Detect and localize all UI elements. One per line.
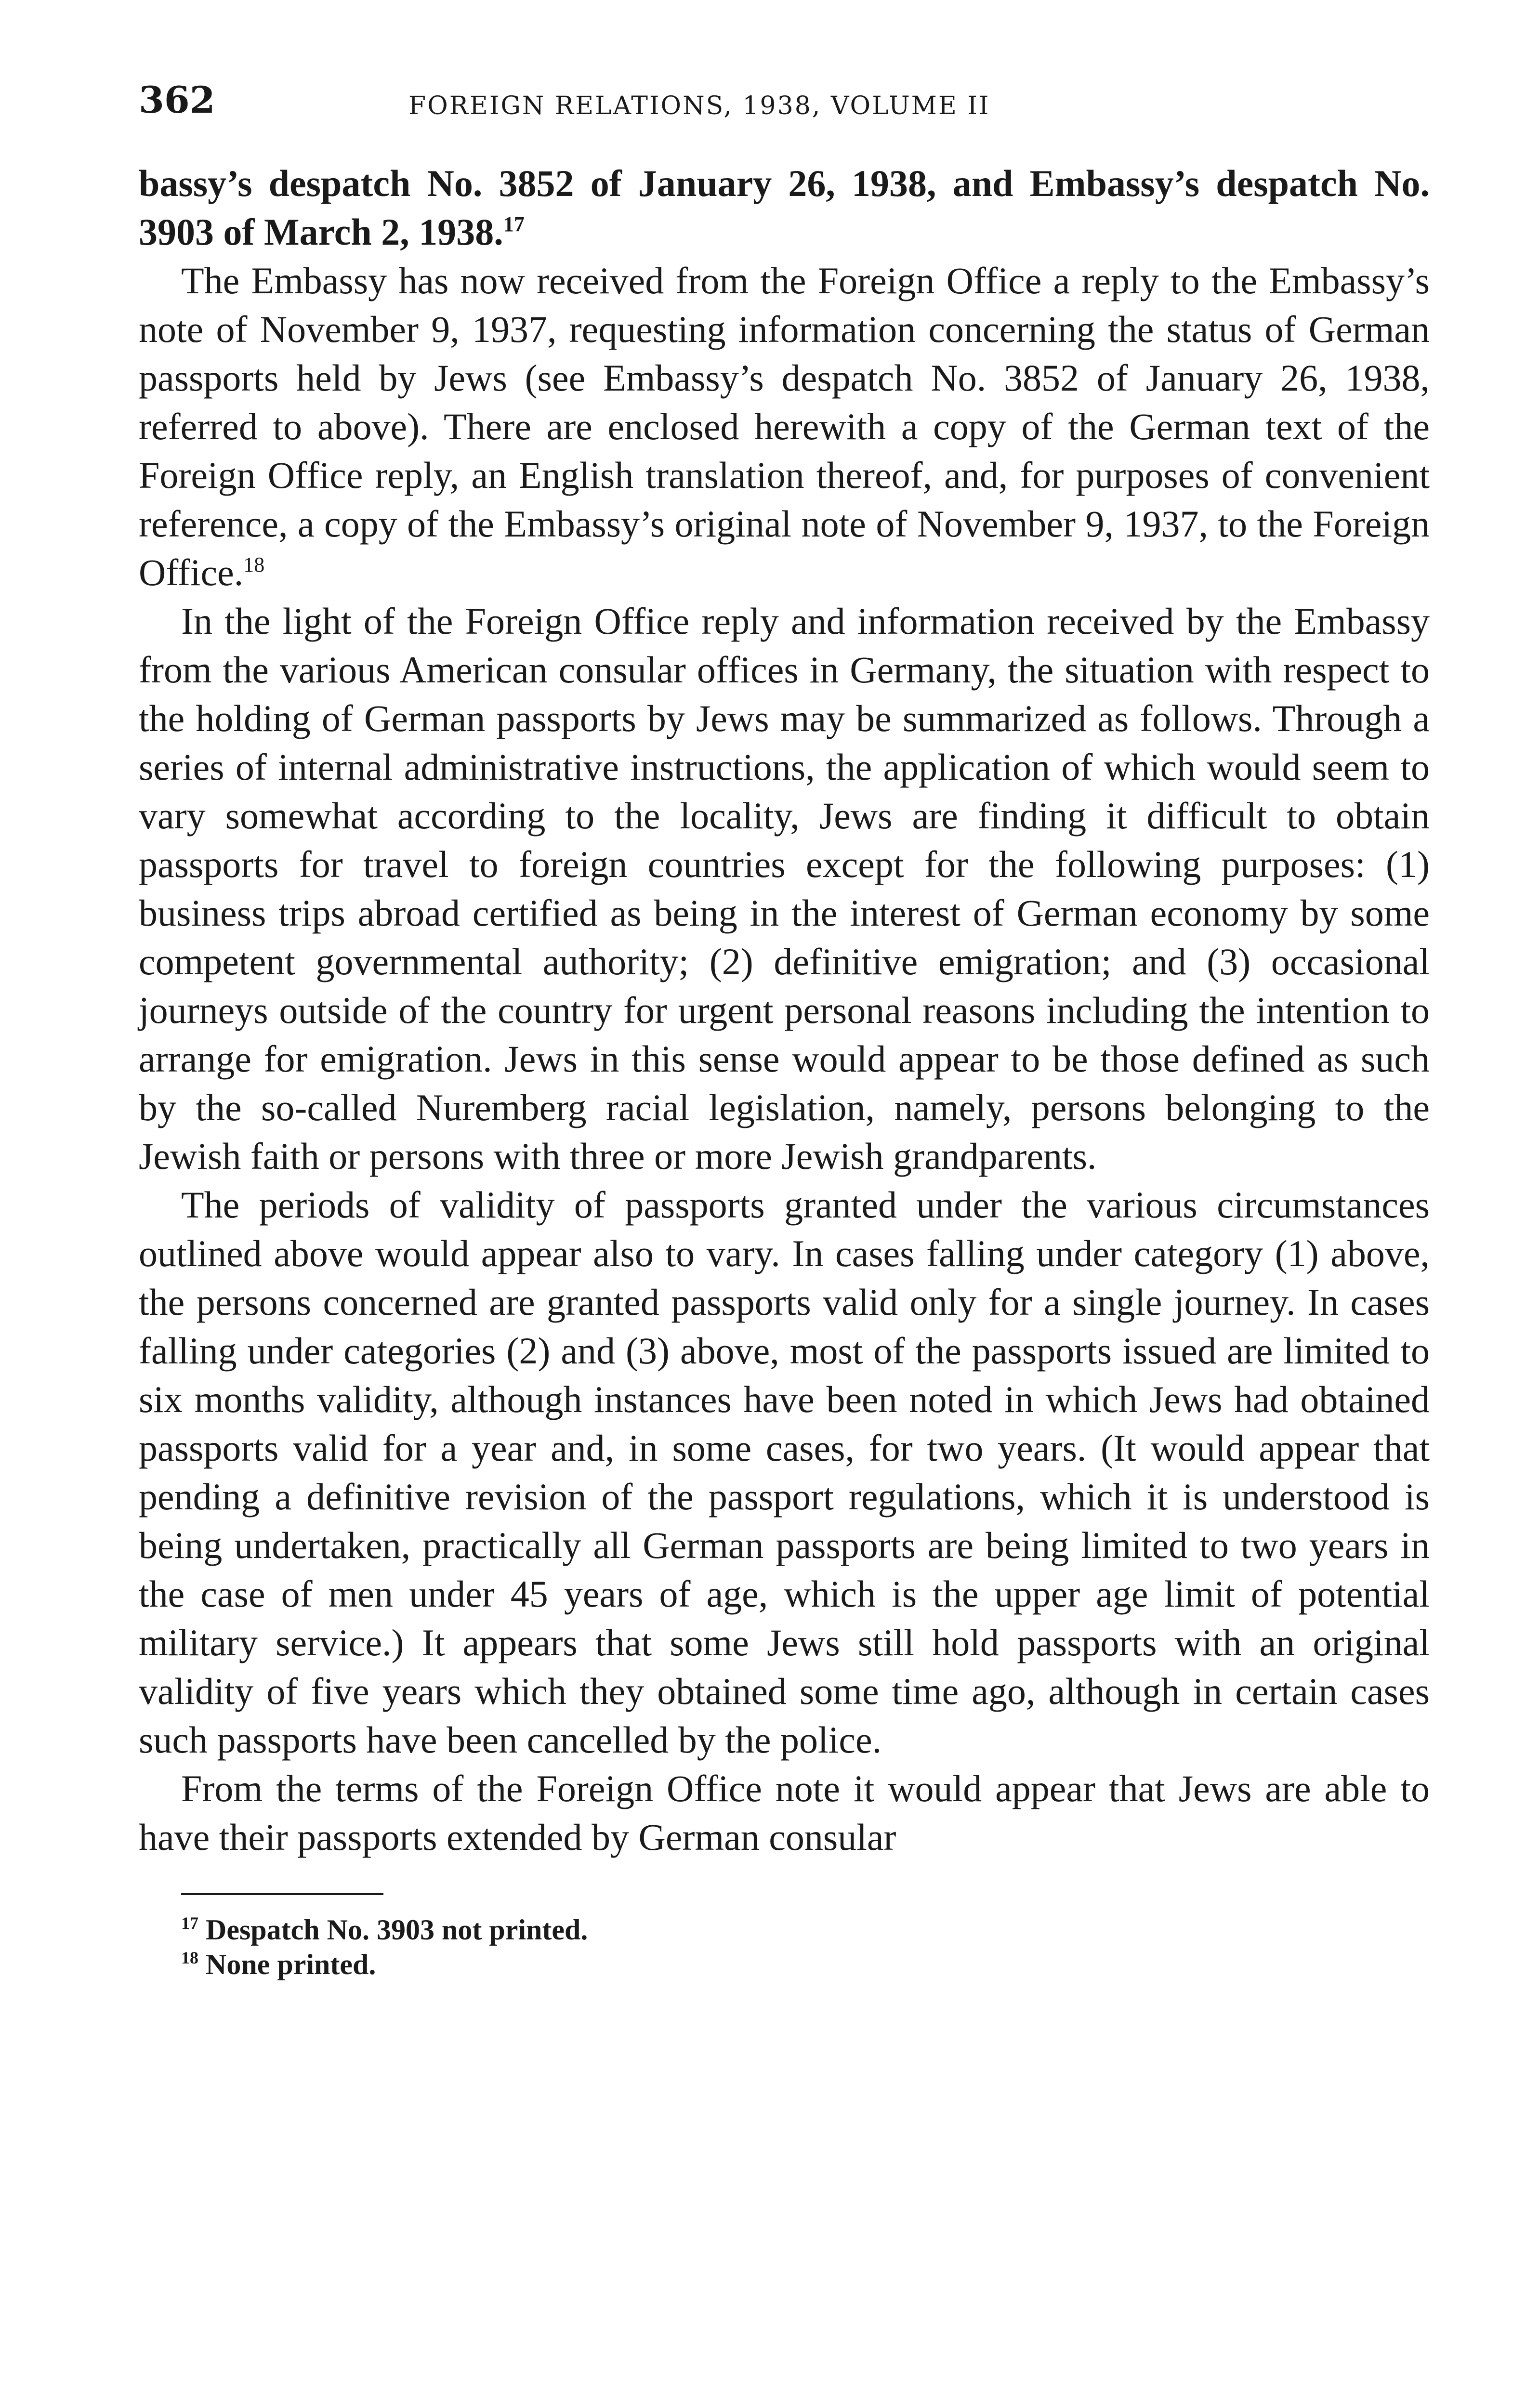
footnote [181,1947,1430,1982]
paragraph [139,597,1430,1180]
paragraph-text: The periods of validity of passports granted under the various circumstances outlined above would appear also to vary. In cases falling under category (1) above, the persons concerned are granted passports valid only for a single journey. In cases falling under categories (2) and (3) above, most of the passports issued are limited to six months validity, although instances have been noted in which Jews had obtained passports valid for a year and, in some cases, for two years. (It would appear that pending a definitive revision of the passport regulations, which it is understood is being undertaken, practically all German passports are being limited to two years in the case of men under 45 years of age, which is the upper age limit of potential military service.) It appears that some Jews still hold passports with an original validity of five years which they obtained some time ago, although in certain cases such passports have been cancelled by the police. [139,1184,1430,1761]
document-page [139,79,1430,1982]
footnote [181,1912,1430,1947]
paragraph [139,256,1430,597]
paragraph-text: From the terms of the Foreign Office note it would appear that Jews are able to have their passports extended by German consular [139,1767,1430,1858]
paragraph-text: In the light of the Foreign Office reply and information received by the Embassy from the various American consular offices in Germany, the situation with respect to the holding of German passports by Jews may be summarized as follows. Through a series of internal administrative instructions, the application of which would seem to vary somewhat according to the locality, Jews are finding it difficult to obtain passports for travel to foreign countries except for the following purposes: (1) business trips abroad certified as being in the interest of German economy by some competent governmental authority; (2) definitive emigration; and (3) occasional journeys outside of the country for urgent personal reasons including the intention to arrange for emigration. Jews in this sense would appear to be those defined as such by the so-called Nuremberg racial legislation, namely, persons belonging to the Jewish faith or persons with three or more Jewish grandparents. [139,600,1430,1177]
footnotes [139,1912,1430,1982]
running-head: FOREIGN RELATIONS, 1938, VOLUME II [408,92,990,120]
footnote-text: Despatch No. 3903 not printed. [206,1914,588,1946]
body-text [139,159,1430,1861]
footnote-text: None printed. [206,1949,376,1980]
footnote-marker: 17 [181,1913,198,1933]
paragraph-text: The Embassy has now received from the Foreign Office a reply to the Embassy’s note of November 9, 1937, requesting information concerning the status of German passports held by Jews (see Embassy’s despatch No. 3852 of January 26, 1938, referred to above). There are enclosed herewith a copy of the German text of the Foreign Office reply, an English translation thereof, and, for purposes of convenient reference, a copy of the Embassy’s original note of November 9, 1937, to the Foreign Office. [139,260,1430,593]
footnote-marker: 18 [181,1948,198,1967]
footnote-reference: 18 [243,553,265,576]
paragraph-text: bassy’s despatch No. 3852 of January 26, 1938, and Embassy’s despatch No. 3903 of March 2, 1938. [139,162,1430,253]
paragraph-continued [139,159,1430,256]
footnote-divider [181,1893,383,1895]
page-header [139,79,1430,140]
paragraph [139,1180,1430,1764]
page-number: 362 [139,79,215,121]
footnote-reference: 17 [503,212,525,236]
paragraph [139,1764,1430,1861]
